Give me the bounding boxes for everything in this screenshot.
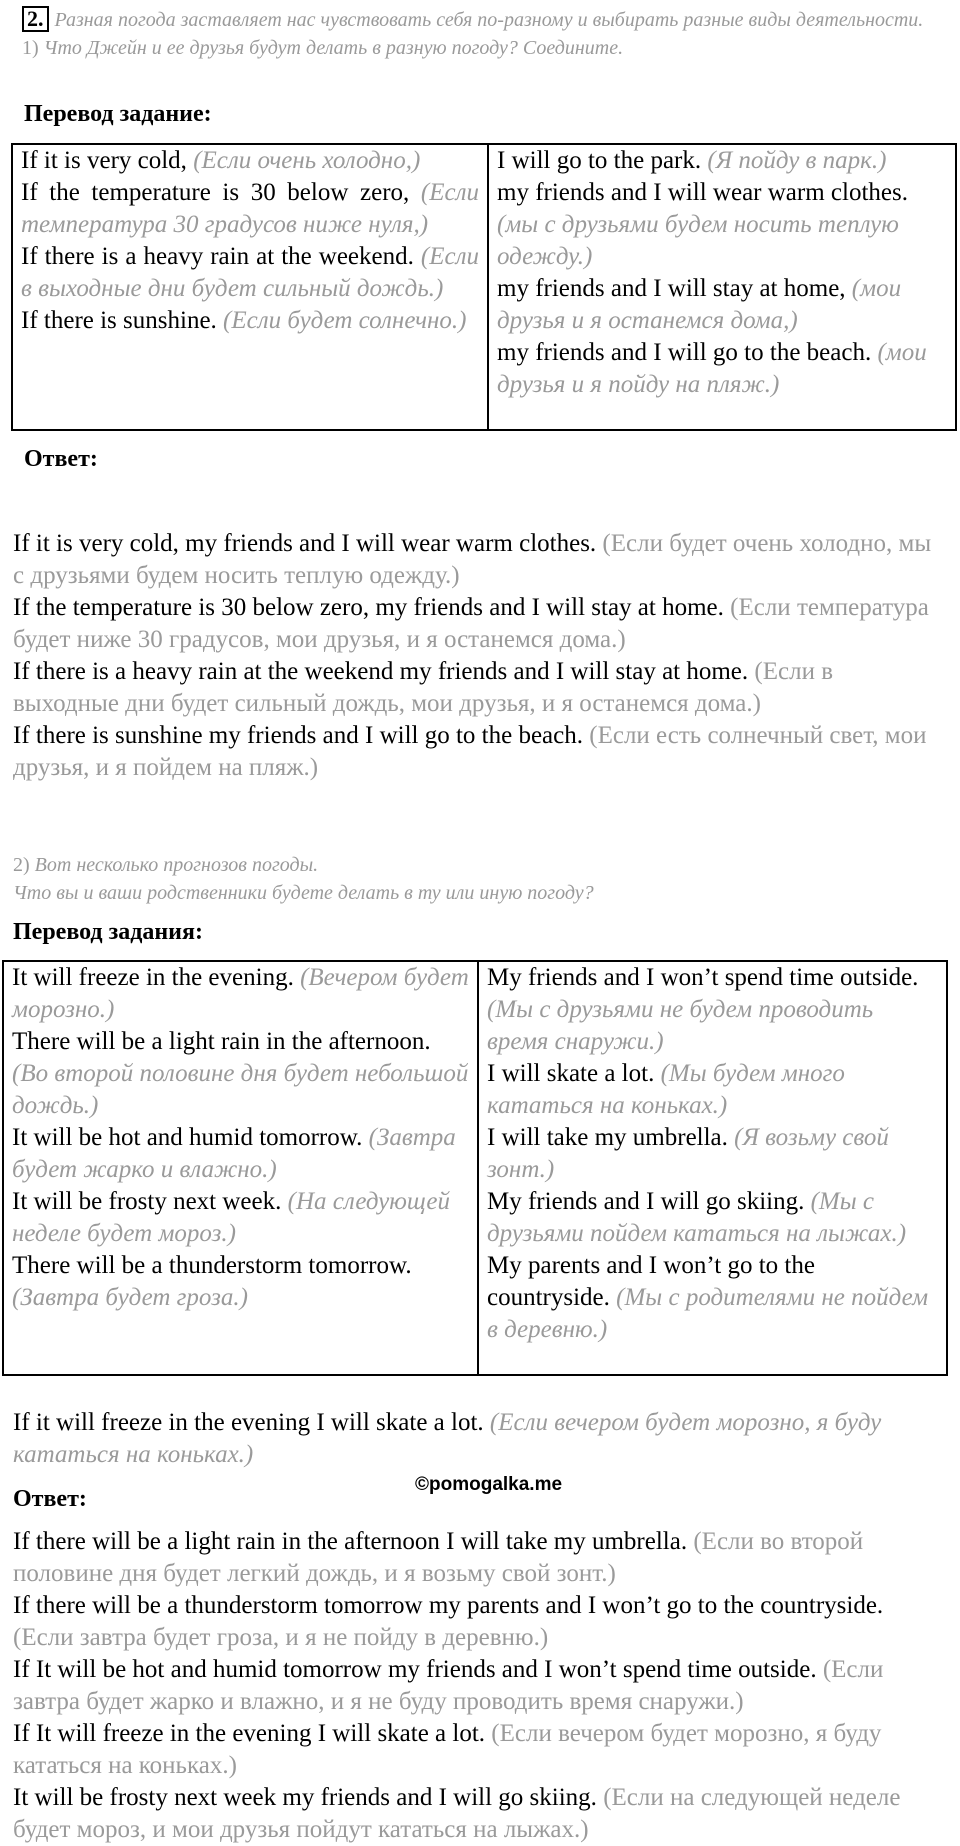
question-2-line-2: Что вы и ваши родственники будете делать в ту или иную погоду? <box>13 882 594 904</box>
t2-right-ru-3: (Я возьму свой зонт.) <box>487 1124 889 1183</box>
t2-right-en-2: I will skate a lot. <box>487 1060 655 1087</box>
t1-left-en-4: If there is sunshine. <box>21 307 217 334</box>
a2-ru-2: (Если завтра будет гроза, и я не пойду в деревню.) <box>13 1624 549 1651</box>
a1-ru-2: (Если температура будет ниже 30 градусов, мои друзья, и я останемся дома.) <box>13 594 929 653</box>
t1-right-ru-1: (Я пойду в парк.) <box>707 147 887 174</box>
question-1-text: Что Джейн и ее друзья будут делать в разную погоду? Соедините. <box>43 37 624 59</box>
table-2-right-cell <box>478 961 947 1375</box>
t2-right-en-1: My friends and I won’t spend time outside. <box>487 964 919 991</box>
t2-left-en-5: There will be a thunderstorm tomorrow. <box>12 1252 412 1279</box>
a2-en-5: It will be frosty next week my friends and I will go skiing. <box>13 1784 597 1811</box>
a1-en-4: If there is sunshine my friends and I will go to the beach. <box>13 722 583 749</box>
t2-right-ru-2: (Мы будем много кататься на коньках.) <box>487 1060 845 1119</box>
t1-left-ru-3: (Если в выходные дни будет сильный дождь.) <box>21 243 479 302</box>
a2-en-4: If It will freeze in the evening I will skate a lot. <box>13 1720 486 1747</box>
answers-1 <box>13 528 943 784</box>
example-line <box>13 1407 943 1471</box>
t1-right-en-2: my friends and I will wear warm clothes. <box>497 179 908 206</box>
example-ru: (Если вечером будет морозно, я буду кататься на коньках.) <box>13 1409 882 1468</box>
t2-right-en-5: My parents and I won’t go to the countryside. <box>487 1252 815 1311</box>
task-intro: Разная погода заставляет нас чувствовать себя по-разному и выбирать разные виды деятельности. <box>54 9 924 31</box>
translation-heading-2: Перевод задания: <box>13 919 203 945</box>
a2-en-1: If there will be a light rain in the afternoon I will take my umbrella. <box>13 1528 688 1555</box>
matching-table-1 <box>11 143 957 431</box>
t2-left-ru-4: (На следующей неделе будет мороз.) <box>12 1188 450 1247</box>
table-2-left-cell <box>3 961 478 1375</box>
t1-right-ru-4: (мои друзья и я пойду на пляж.) <box>497 339 927 398</box>
task-number: 2. <box>22 6 49 32</box>
answers-2 <box>13 1526 948 1846</box>
t1-right-ru-3: (мои друзья и я останемся дома,) <box>497 275 902 334</box>
t2-right-en-4: My friends and I will go skiing. <box>487 1188 805 1215</box>
table-1-left-cell <box>12 144 488 430</box>
t2-left-en-1: It will freeze in the evening. <box>12 964 294 991</box>
translation-heading-1: Перевод задание: <box>24 101 212 127</box>
question-2-number: 2) <box>13 854 30 876</box>
t2-right-ru-5: (Мы с родителями не пойдем в деревню.) <box>487 1284 929 1343</box>
t1-right-en-1: I will go to the park. <box>497 147 702 174</box>
table-1-right-cell <box>488 144 956 430</box>
t2-left-ru-3: (Завтра будет жарко и влажно.) <box>12 1124 456 1183</box>
t1-left-ru-1: (Если очень холодно,) <box>193 147 421 174</box>
t2-left-en-4: It will be frosty next week. <box>12 1188 282 1215</box>
example-en: If it will freeze in the evening I will skate a lot. <box>13 1409 484 1436</box>
a1-en-1: If it is very cold, my friends and I will wear warm clothes. <box>13 530 597 557</box>
matching-table-2 <box>2 960 948 1376</box>
answer-heading-2: Ответ: <box>13 1486 87 1512</box>
t1-left-ru-2: (Если температура 30 градусов ниже нуля,) <box>21 179 480 238</box>
t2-left-ru-2: (Во второй половине дня будет небольшой дождь.) <box>12 1060 469 1119</box>
task-header <box>22 6 952 62</box>
answer-heading-1: Ответ: <box>24 446 98 472</box>
a2-ru-1: (Если во второй половине дня будет легкий дождь, и я возьму свой зонт.) <box>13 1528 864 1587</box>
t1-left-en-3: If there is a heavy rain at the weekend. <box>21 243 414 270</box>
t1-left-en-1: If it is very cold, <box>21 147 187 174</box>
t2-right-en-3: I will take my umbrella. <box>487 1124 728 1151</box>
t2-left-ru-1: (Вечером будет морозно.) <box>12 964 469 1023</box>
a1-ru-3: (Если в выходные дни будет сильный дождь, мои друзья, и я останемся дома.) <box>13 658 834 717</box>
question-2 <box>13 851 594 907</box>
t2-left-en-3: It will be hot and humid tomorrow. <box>12 1124 363 1151</box>
t1-left-ru-4: (Если будет солнечно.) <box>223 307 467 334</box>
t2-right-ru-1: (Мы с друзьями не будем проводить время снаружи.) <box>487 996 874 1055</box>
a2-en-3: If It will be hot and humid tomorrow my friends and I won’t spend time outside. <box>13 1656 817 1683</box>
t1-right-ru-2: (мы с друзьями будем носить теплую одежду.) <box>497 211 899 270</box>
a2-ru-3: (Если завтра будет жарко и влажно, и я не буду проводить время снаружи.) <box>13 1656 884 1715</box>
watermark: ©pomogalka.me <box>415 1474 563 1495</box>
question-1-number: 1) <box>22 37 39 59</box>
t1-right-en-3: my friends and I will stay at home, <box>497 275 846 302</box>
a2-ru-4: (Если вечером будет морозно, я буду кататься на коньках.) <box>13 1720 882 1779</box>
t2-left-ru-5: (Завтра будет гроза.) <box>12 1284 248 1311</box>
a1-ru-1: (Если будет очень холодно, мы с друзьями будем носить теплую одежду.) <box>13 530 932 589</box>
t2-right-ru-4: (Мы с друзьями пойдем кататься на лыжах.) <box>487 1188 907 1247</box>
a1-ru-4: (Если есть солнечный свет, мои друзья, и я пойдем на пляж.) <box>13 722 927 781</box>
a1-en-2: If the temperature is 30 below zero, my friends and I will stay at home. <box>13 594 724 621</box>
a2-ru-5: (Если на следующей неделе будет мороз, и мои друзья пойдут кататься на лыжах.) <box>13 1784 901 1843</box>
t1-left-en-2: If the temperature is 30 below zero, <box>21 179 410 206</box>
t2-left-en-2: There will be a light rain in the afternoon. <box>12 1028 431 1055</box>
a1-en-3: If there is a heavy rain at the weekend my friends and I will stay at home. <box>13 658 749 685</box>
question-2-line-1: Вот несколько прогнозов погоды. <box>34 854 319 876</box>
a2-en-2: If there will be a thunderstorm tomorrow my parents and I won’t go to the countryside. <box>13 1592 884 1619</box>
t1-right-en-4: my friends and I will go to the beach. <box>497 339 872 366</box>
